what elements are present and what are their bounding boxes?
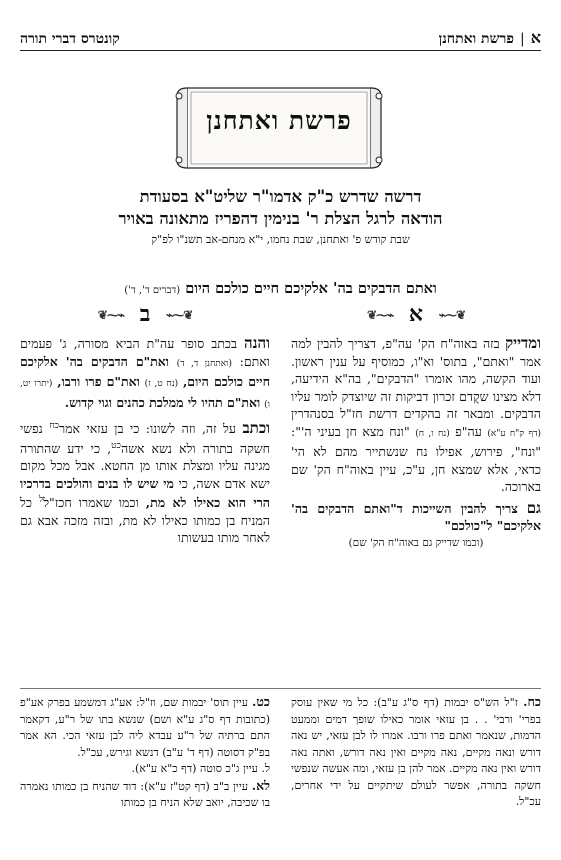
paragraph-text: צריך להבין השייכות ד"ואתם הדבקים בה' אלקיכם" ל"כולכם" (291, 500, 541, 533)
verse-quote: ואת"ם פרו ורבו, (57, 374, 140, 389)
verse-quote: מי שיש לו בנים והולכים בדרכיו הרי הוא כאילו לא מת, (20, 475, 270, 511)
section-aleph-heading (291, 300, 541, 329)
footnote (20, 694, 270, 761)
verse-quote: ואת"ם תהיו לי ממלכת כהנים וגוי קדוש. (64, 394, 261, 410)
footnote-text: ז"ל הש"ס יבמות (דף ס"ג ע"ב): כל מי שאין עוסק בפרי' ורבי' . . בן עזאי אומר כאילו שופך דמים וממעט הדמות, שנאמר ואתם פרו ורבו. אמרו לו לבן עזאי, יש נאה דורש ונאה מקיים, נאה מקיים ואין נאה דורש, ואתה נאה דורש ואין נאה מקיים. אמר להן בן עזאי, ומה אעשה שנפשי חשקה בתורה, אפשר לעולם שיתקיים על ידי אחרים, עכ"ל. (291, 696, 541, 808)
section-letter: א (408, 301, 424, 327)
footnotes-left (20, 694, 270, 812)
footnotes-divider (20, 688, 541, 689)
section-aleph (291, 300, 541, 552)
paragraph-text: וכמו שאמרו חכז"ל (43, 495, 139, 511)
verse-source: (דברים ד', ד') (124, 285, 181, 296)
lead-word: גם (526, 498, 541, 517)
paragraph-text: נפשי חשקה בתורה ולא נשא אשה (20, 421, 271, 456)
footnote-text: עיין תוס' יבמות שם, וז"ל: אע"ג דמשמע בפרק אע"פ (כתובות דף ס"ג ע"א ושם) שנשא בתו של ר"ע, דקאמר התם ברתיה של ר"ע עבדא ליה לבן עזאי הכי. הא אמר בפ"ק דסוטה (דף ד' ע"ב) דנשא וגירש, עכ"ל. (20, 696, 270, 759)
intro-verse (20, 279, 541, 301)
paragraph-text: , כי ידע שהתורה מגינה עליו ומצלת אותו מן החטא. אבל מכל מקום ישא אדם אשה, כי (20, 440, 270, 491)
paragraph-text: "ונח מצא חן בעיני ה'": "ונח", פירוש, אפילו נח שנשתייר מהם לא הי' כדאי, אלא שמצא חן, ע"כ, עיין באוה"ח הק' שם בארוכה. (291, 423, 541, 494)
source-ref: (ואתחנן ד, ד) (176, 358, 232, 369)
paragraph-text: עה"פ (455, 423, 482, 439)
source-ref: (נח ט, ז) (144, 379, 179, 389)
footnote-marker[interactable]: כח (49, 421, 59, 431)
header-parsha: פרשת ואתחנן (438, 31, 514, 47)
verse-text: ואתם הדבקים בה' אלקיכם חיים כולכם היום (185, 280, 437, 297)
source-ref: (יתרו יט, ו) (20, 379, 270, 410)
paragraph-text: כל המניח בן כמותו כאילו לא מת, ובזה מזכה אבא גם לאחר מותו בעשותו (20, 495, 270, 546)
footnote-label: כח. (523, 694, 542, 709)
ornament-icon: ⌁⁓❦ (366, 308, 394, 322)
page-number: א (530, 28, 541, 47)
lead-word: וכתב (242, 419, 270, 438)
scroll-title: פרשת ואתחנן (206, 106, 352, 135)
intro-line-2: הודאה לרגל הצלת ר' בנימין דהפריז מתאונה באויר (118, 209, 443, 228)
source-ref: (דף ק"ח ע"א) (487, 428, 541, 439)
header-book-title: קונטרס דברי תורה (20, 31, 120, 47)
paragraph-text: בזה באוה"ח הק' עה"פ, דצריך להבין למה אמר "ואתם", בתוס' וא"ו, כמוסיף על ענין ראשון. ועוד הקשה, מהו אומרו "הדבקים", בה"א הידיעה, דלא מצינו שקֻדם זכרון דביקות זה שיוצדק לומר עליו הדבקים. ומבאר זה בהקדים דרשת חז"ל בסנהדרין (291, 336, 541, 421)
section-aleph-body (291, 335, 541, 552)
footnote-marker[interactable]: כט (111, 440, 121, 451)
footnote-label: כט. (252, 694, 271, 709)
footnote (20, 778, 270, 812)
verse-quote: ואת"ם הדבקים בה' אלקיכם חיים כולכם היום, (20, 353, 270, 389)
footnotes-right (291, 694, 541, 811)
running-header (20, 28, 541, 51)
lead-word: ומדייק (505, 334, 541, 352)
paragraph-note: (וכמו שדייק גם באוה"ח הק' שם) (348, 536, 484, 549)
section-bet-heading (20, 300, 270, 329)
intro-line-1: דרשה שדרש כ"ק אדמו"ר שליט"א בסעודת (139, 187, 422, 206)
title-scroll-banner (173, 80, 385, 176)
ornament-icon: ⌁⁓❦ (97, 308, 125, 322)
ornament-icon: ❦⁓⌁ (165, 308, 193, 322)
ornament-icon: ❦⁓⌁ (438, 308, 466, 322)
section-letter: ב (139, 301, 151, 327)
footnote-label: לא. (251, 777, 270, 793)
footnote-marker[interactable]: ל (38, 495, 44, 506)
header-right (439, 28, 541, 48)
footnote: ל. עיין ג"כ סוטה (דף כ"א ע"א). (131, 762, 270, 775)
footnote-text: עיין ב"ב (דף קט"ז ע"א): דוד שהניח בן כמותו נאמרה בו שכיבה, יואב שלא הניח בן כמותו (20, 779, 270, 809)
paragraph-text: על זה, וזה לשונו: כי בן עזאי אמר (58, 421, 236, 437)
header-separator: | (520, 31, 525, 47)
source-ref: (נח ו, ח) (415, 428, 450, 439)
section-bet-body (20, 335, 270, 547)
section-bet (20, 300, 270, 547)
intro-date-line: שבת קודש פ' ואתחנן, שבת נחמו, י"א מנחם-אב תשנ"ו לפ"ק (151, 233, 410, 246)
lead-word: והנה (244, 334, 270, 352)
paragraph-text: בכתב סופר עה"ת הביא מסורה, ג' פעמים ואתם: (20, 336, 270, 369)
